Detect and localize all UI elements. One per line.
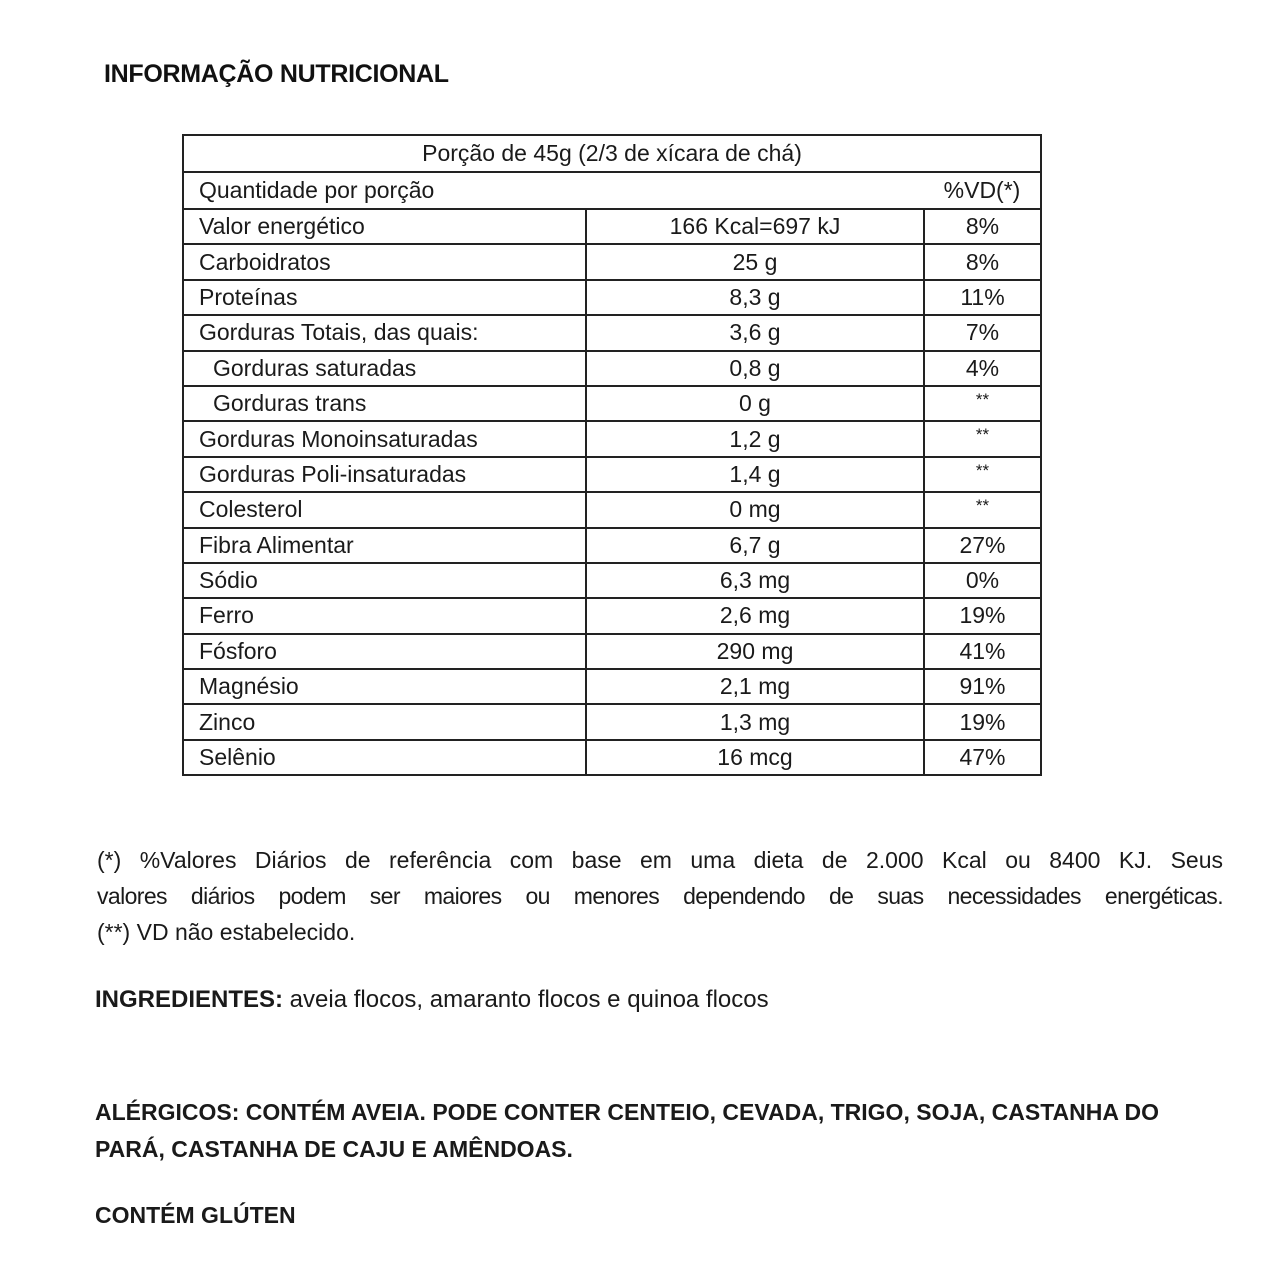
nutrient-row <box>183 209 1041 244</box>
nutrition-table <box>182 134 1042 776</box>
serving-row <box>183 135 1041 172</box>
nutrient-name: Zinco <box>183 704 586 739</box>
nutrient-vd: ** <box>924 421 1041 456</box>
nutrient-amount: 6,3 mg <box>586 563 924 598</box>
nutrient-row <box>183 598 1041 633</box>
nutrient-name: Colesterol <box>183 492 586 527</box>
vd-header: %VD(*) <box>924 172 1041 209</box>
nutrient-vd: 0% <box>924 563 1041 598</box>
nutrient-vd: ** <box>924 386 1041 421</box>
nutrient-row <box>183 386 1041 421</box>
nutrient-amount: 6,7 g <box>586 528 924 563</box>
nutrient-vd: 4% <box>924 351 1041 386</box>
nutrient-name: Proteínas <box>183 280 586 315</box>
page-title: INFORMAÇÃO NUTRICIONAL <box>104 60 449 88</box>
footnote-line-1: (*) %Valores Diários de referência com base em uma dieta de 2.000 Kcal ou 8400 KJ. Seus <box>97 847 1223 873</box>
nutrient-amount: 0,8 g <box>586 351 924 386</box>
nutrient-row <box>183 244 1041 279</box>
footnote-line-3: (**) VD não estabelecido. <box>97 919 356 945</box>
nutrient-amount: 2,6 mg <box>586 598 924 633</box>
nutrient-vd: 7% <box>924 315 1041 350</box>
nutrient-name: Gorduras Totais, das quais: <box>183 315 586 350</box>
nutrient-row <box>183 740 1041 775</box>
nutrient-name: Carboidratos <box>183 244 586 279</box>
gluten-statement: CONTÉM GLÚTEN <box>95 1202 296 1228</box>
nutrient-name: Sódio <box>183 563 586 598</box>
column-header-row <box>183 172 1041 209</box>
nutrient-row <box>183 492 1041 527</box>
nutrient-amount: 2,1 mg <box>586 669 924 704</box>
serving-size: Porção de 45g (2/3 de xícara de chá) <box>183 135 1041 172</box>
nutrient-name: Gorduras Monoinsaturadas <box>183 421 586 456</box>
ingredients-text: aveia flocos, amaranto flocos e quinoa flocos <box>283 986 769 1013</box>
nutrient-row <box>183 421 1041 456</box>
nutrient-name: Magnésio <box>183 669 586 704</box>
nutrient-vd: ** <box>924 492 1041 527</box>
nutrient-row <box>183 457 1041 492</box>
nutrient-name: Gorduras Poli-insaturadas <box>183 457 586 492</box>
nutrient-vd: 8% <box>924 244 1041 279</box>
nutrient-vd: 27% <box>924 528 1041 563</box>
nutrient-amount: 16 mcg <box>586 740 924 775</box>
nutrient-vd: 8% <box>924 209 1041 244</box>
nutrient-row <box>183 634 1041 669</box>
nutrient-vd: 41% <box>924 634 1041 669</box>
ingredients-label: INGREDIENTES: <box>95 986 284 1013</box>
nutrient-row <box>183 280 1041 315</box>
nutrient-amount: 166 Kcal=697 kJ <box>586 209 924 244</box>
nutrient-row <box>183 351 1041 386</box>
nutrient-name: Valor energético <box>183 209 586 244</box>
nutrient-name: Selênio <box>183 740 586 775</box>
nutrient-amount: 290 mg <box>586 634 924 669</box>
nutrient-row <box>183 669 1041 704</box>
nutrient-name: Gorduras saturadas <box>183 351 586 386</box>
quantity-header: Quantidade por porção <box>183 172 924 209</box>
nutrient-amount: 8,3 g <box>586 280 924 315</box>
nutrient-name: Gorduras trans <box>183 386 586 421</box>
nutrient-vd: 19% <box>924 598 1041 633</box>
nutrient-vd: 47% <box>924 740 1041 775</box>
allergens-statement: ALÉRGICOS: CONTÉM AVEIA. PODE CONTER CENTEIO, CEVADA, TRIGO, SOJA, CASTANHA DO PARÁ, CASTANHA DE CAJU E AMÊNDOAS. <box>95 1099 1160 1162</box>
footnote-line-2: valores diários podem ser maiores ou menores dependendo de suas necessidades energéticas. <box>97 883 1223 909</box>
nutrient-vd: 11% <box>924 280 1041 315</box>
nutrient-amount: 25 g <box>586 244 924 279</box>
nutrient-amount: 1,2 g <box>586 421 924 456</box>
nutrient-row <box>183 315 1041 350</box>
nutrient-amount: 3,6 g <box>586 315 924 350</box>
nutrient-row <box>183 563 1041 598</box>
nutrient-row <box>183 704 1041 739</box>
nutrient-row <box>183 528 1041 563</box>
nutrient-name: Fibra Alimentar <box>183 528 586 563</box>
footnote <box>97 842 1223 950</box>
nutrient-vd: ** <box>924 457 1041 492</box>
ingredients <box>95 986 769 1014</box>
nutrient-amount: 1,4 g <box>586 457 924 492</box>
nutrient-amount: 1,3 mg <box>586 704 924 739</box>
nutrient-name: Fósforo <box>183 634 586 669</box>
nutrient-amount: 0 mg <box>586 492 924 527</box>
nutrient-name: Ferro <box>183 598 586 633</box>
nutrient-vd: 19% <box>924 704 1041 739</box>
nutrient-amount: 0 g <box>586 386 924 421</box>
nutrient-vd: 91% <box>924 669 1041 704</box>
